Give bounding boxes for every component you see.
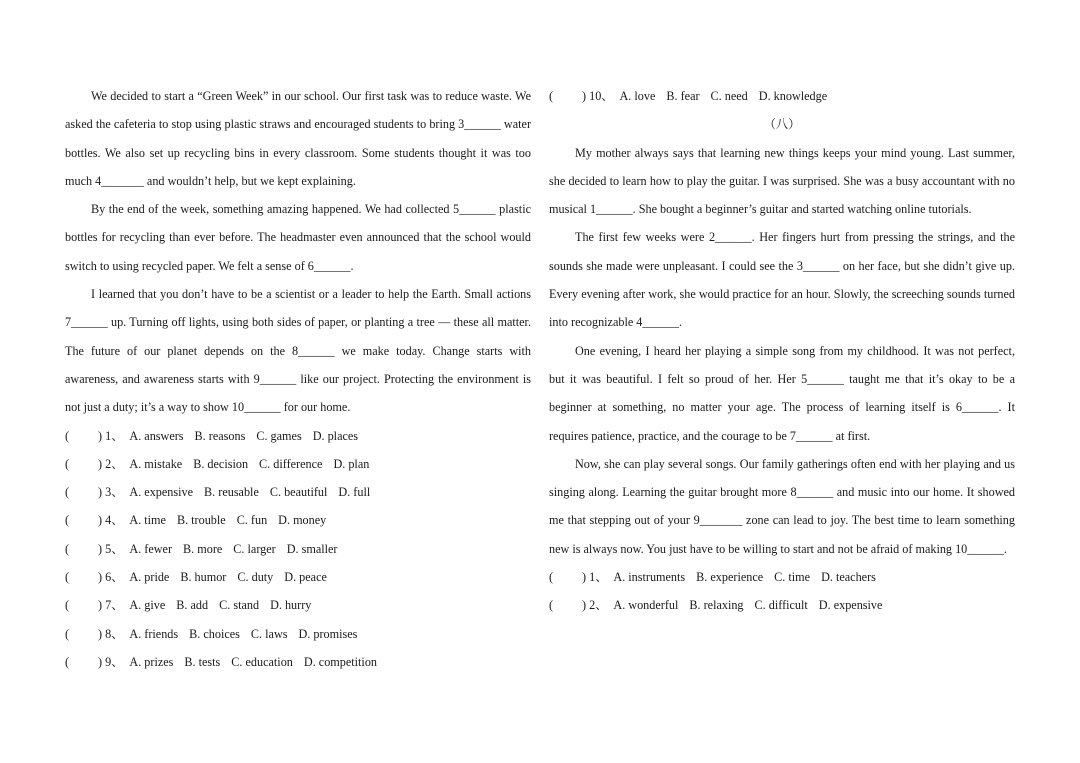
answer-bracket[interactable]: ( bbox=[65, 541, 70, 556]
question-list bbox=[65, 422, 531, 677]
option-d: D. places bbox=[312, 428, 359, 443]
option-a: A. time bbox=[129, 513, 166, 528]
option-a: A. fewer bbox=[129, 541, 173, 556]
option-d: D. promises bbox=[298, 626, 358, 641]
question-item bbox=[549, 82, 1015, 110]
option-d: D. money bbox=[278, 513, 327, 528]
option-c: C. fun bbox=[236, 513, 268, 528]
question-number: ) 8、 bbox=[98, 626, 124, 641]
option-d: D. plan bbox=[333, 456, 370, 471]
passage-paragraph: One evening, I heard her playing a simple song from my childhood. It was not perfect, but it was beautiful. I felt so proud of her. Her 5______ taught me that it’s okay to be a beginner at something, no matter your age. The process of learning itself is 6______. It requires patience, practice, and the courage to be 7______ at first. bbox=[549, 343, 1015, 443]
option-a: A. pride bbox=[129, 570, 170, 585]
option-c: C. larger bbox=[233, 541, 276, 556]
option-d: D. peace bbox=[284, 570, 327, 585]
option-a: A. friends bbox=[129, 626, 179, 641]
passage-seven bbox=[65, 82, 531, 422]
question-item bbox=[65, 478, 531, 506]
option-a: A. give bbox=[129, 598, 166, 613]
option-c: C. need bbox=[710, 89, 748, 103]
question-item bbox=[65, 620, 531, 648]
option-b: B. add bbox=[176, 598, 209, 613]
option-a: A. love bbox=[619, 89, 656, 103]
right-column bbox=[549, 82, 1015, 620]
answer-bracket[interactable]: ( bbox=[65, 598, 70, 613]
question-list bbox=[549, 563, 1015, 620]
option-b: B. choices bbox=[189, 626, 240, 641]
option-a: A. prizes bbox=[129, 654, 174, 669]
option-b: B. reasons bbox=[194, 428, 246, 443]
section-heading: （八） bbox=[763, 117, 801, 132]
question-item bbox=[65, 648, 531, 676]
question-number: ) 10、 bbox=[582, 89, 614, 103]
passage-paragraph: The first few weeks were 2______. Her fingers hurt from pressing the strings, and the sounds she made were unpleasant. I could see the 3______ on her face, but she didn’t give up. Every evening after work, she would practice for an hour. Slowly, the screeching sounds turned into recognizable 4______. bbox=[549, 230, 1015, 330]
answer-bracket[interactable]: ( bbox=[65, 626, 70, 641]
option-b: B. decision bbox=[193, 456, 249, 471]
option-a: A. answers bbox=[129, 428, 184, 443]
option-d: D. hurry bbox=[270, 598, 312, 613]
question-number: ) 1、 bbox=[582, 570, 608, 585]
option-b: B. humor bbox=[180, 570, 227, 585]
option-b: B. more bbox=[183, 541, 223, 556]
answer-bracket[interactable]: ( bbox=[65, 513, 70, 528]
option-a: A. wonderful bbox=[613, 598, 679, 613]
option-c: C. laws bbox=[250, 626, 288, 641]
left-column bbox=[65, 82, 531, 676]
option-c: C. education bbox=[231, 654, 293, 669]
question-number: ) 6、 bbox=[98, 570, 124, 585]
question-item bbox=[65, 591, 531, 619]
option-c: C. games bbox=[256, 428, 302, 443]
option-b: B. reusable bbox=[204, 485, 259, 500]
answer-bracket[interactable]: ( bbox=[549, 570, 554, 585]
option-d: D. knowledge bbox=[758, 89, 828, 103]
question-number: ) 5、 bbox=[98, 541, 124, 556]
answer-bracket[interactable]: ( bbox=[549, 89, 554, 103]
option-c: C. beautiful bbox=[269, 485, 328, 500]
question-item bbox=[65, 535, 531, 563]
option-d: D. expensive bbox=[818, 598, 883, 613]
option-c: C. stand bbox=[219, 598, 260, 613]
answer-bracket[interactable]: ( bbox=[65, 654, 70, 669]
option-a: A. expensive bbox=[129, 485, 194, 500]
passage-paragraph: Now, she can play several songs. Our family gatherings often end with her playing and us singing along. Learning the guitar brought more 8______ and music into our home. It showed me that stepping out of your 9_______ zone can lead to joy. The best time to learn something new is always now. You just have to be willing to start and not be afraid of making 10______. bbox=[549, 456, 1015, 556]
question-number: ) 7、 bbox=[98, 598, 124, 613]
passage-paragraph: I learned that you don’t have to be a scientist or a leader to help the Earth. Small actions 7______ up. Turning off lights, using both sides of paper, or planting a tree — these all matter. The future of our planet depends on the 8______ we make today. Change starts with awareness, and awareness starts with 9______ like our project. Protecting the environment is not just a duty; it’s a way to show 10______ for our home. bbox=[65, 287, 531, 415]
question-number: ) 2、 bbox=[98, 456, 124, 471]
question-item bbox=[549, 591, 1015, 619]
option-c: C. difficult bbox=[754, 598, 808, 613]
option-d: D. teachers bbox=[821, 570, 876, 585]
question-number: ) 1、 bbox=[98, 428, 124, 443]
question-item bbox=[65, 450, 531, 478]
option-c: C. time bbox=[774, 570, 811, 585]
answer-bracket[interactable]: ( bbox=[65, 570, 70, 585]
passage-paragraph: My mother always says that learning new things keeps your mind young. Last summer, she decided to learn how to play the guitar. I was surprised. She was a busy accountant with no musical 1______. She bought a beginner’s guitar and started watching online tutorials. bbox=[549, 145, 1015, 217]
question-item bbox=[65, 506, 531, 534]
option-d: D. competition bbox=[303, 654, 378, 669]
option-b: B. experience bbox=[696, 570, 764, 585]
option-b: B. relaxing bbox=[689, 598, 744, 613]
answer-bracket[interactable]: ( bbox=[65, 456, 70, 471]
answer-bracket[interactable]: ( bbox=[65, 485, 70, 500]
option-c: C. difference bbox=[259, 456, 323, 471]
passage-paragraph: By the end of the week, something amazing happened. We had collected 5______ plastic bottles for recycling than ever before. The headmaster even announced that the school would switch to using recycled paper. We felt a sense of 6______. bbox=[65, 202, 531, 273]
question-item bbox=[65, 422, 531, 450]
question-number: ) 9、 bbox=[98, 654, 124, 669]
question-item bbox=[549, 563, 1015, 591]
question-number: ) 2、 bbox=[582, 598, 608, 613]
answer-bracket[interactable]: ( bbox=[65, 428, 70, 443]
option-c: C. duty bbox=[237, 570, 274, 585]
option-d: D. full bbox=[338, 485, 371, 500]
option-d: D. smaller bbox=[286, 541, 338, 556]
answer-bracket[interactable]: ( bbox=[549, 598, 554, 613]
question-item bbox=[65, 563, 531, 591]
question-number: ) 4、 bbox=[98, 513, 124, 528]
question-number: ) 3、 bbox=[98, 485, 124, 500]
option-a: A. instruments bbox=[613, 570, 686, 585]
option-b: B. fear bbox=[666, 89, 700, 103]
passage-paragraph: We decided to start a “Green Week” in our school. Our first task was to reduce waste. We asked the cafeteria to stop using plastic straws and encouraged students to bring 3______ water bottles. We also set up recycling bins in every classroom. Some students thought it was too much 4_______ and wouldn’t help, but we kept explaining. bbox=[65, 89, 531, 188]
option-b: B. trouble bbox=[176, 513, 226, 528]
option-b: B. tests bbox=[184, 654, 221, 669]
passage-eight bbox=[549, 139, 1015, 563]
option-a: A. mistake bbox=[129, 456, 183, 471]
